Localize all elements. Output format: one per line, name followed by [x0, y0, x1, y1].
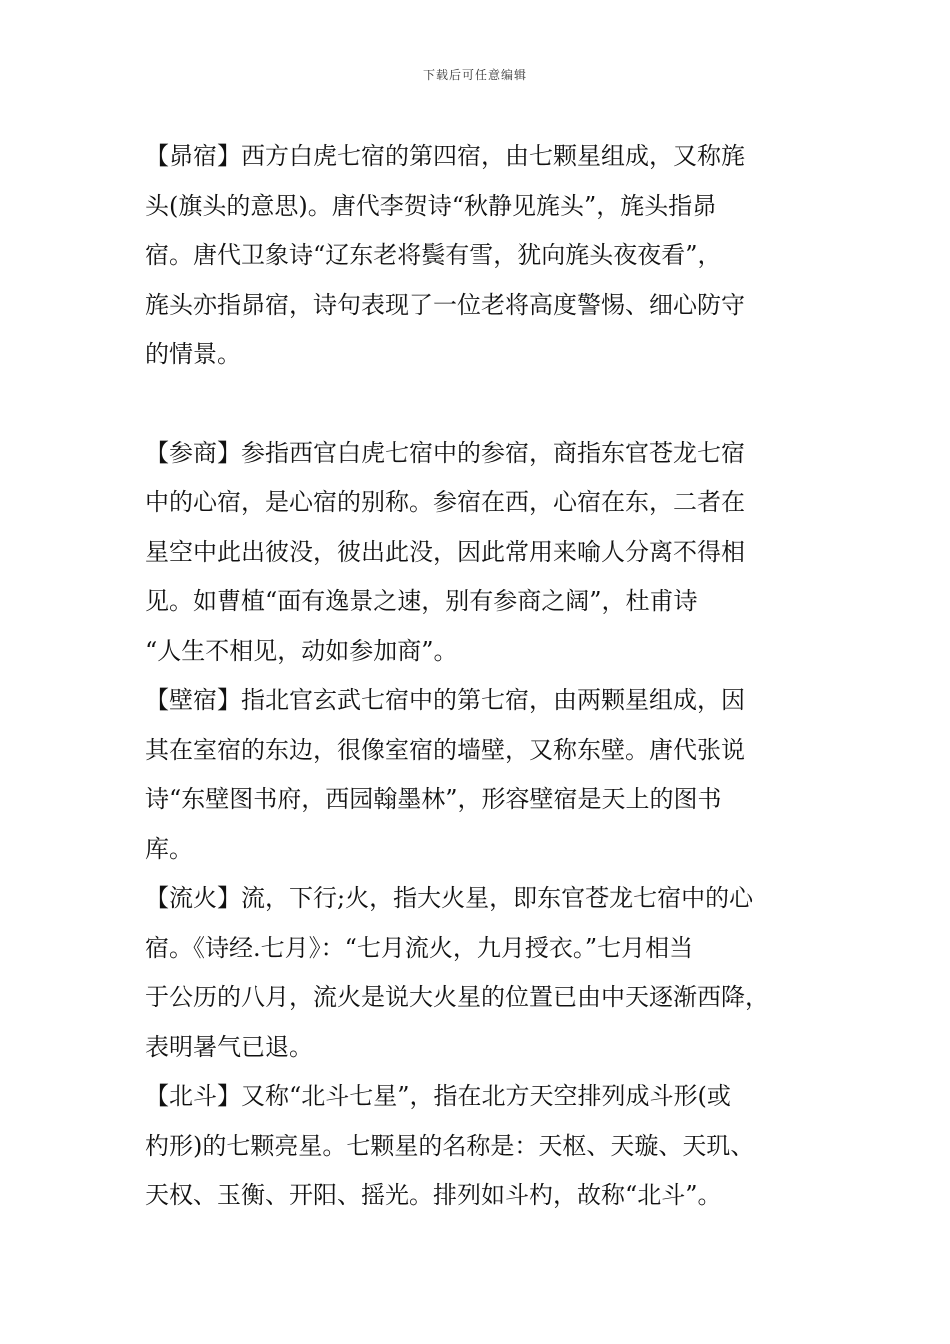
- document-body: [145, 132, 805, 1221]
- text-line: 中的心宿，是心宿的别称。参宿在西，心宿在东，二者在: [145, 488, 745, 516]
- paragraph-shen-shang: [145, 429, 805, 677]
- text-line: 表明暑气已退。: [145, 1032, 313, 1061]
- paragraph-bei-dou: [145, 1072, 805, 1221]
- paragraph-spacer: [145, 380, 805, 429]
- text-line: 其在室宿的东边，很像室宿的墙壁，又称东壁。唐代张说: [145, 735, 745, 764]
- text-line: 头(旗头的意思)。唐代李贺诗“秋静见旄头”，旄头指昴: [145, 191, 717, 220]
- text-line: 宿。唐代卫象诗“辽东老将鬓有雪，犹向旄头夜夜看”，: [145, 241, 722, 269]
- paragraph-mao-su: [145, 132, 805, 380]
- paragraph-bi-su: [145, 676, 805, 874]
- text-line: “人生不相见，动如参加商”。: [145, 636, 458, 665]
- text-line: 旄头亦指昴宿，诗句表现了一位老将高度警惕、细心防守: [145, 290, 745, 319]
- text-line: 【壁宿】指北官玄武七宿中的第七宿，由两颗星组成，因: [145, 686, 745, 714]
- text-line: 于公历的八月，流火是说大火星的位置已由中天逐渐西降，: [145, 983, 769, 1011]
- text-line: 的情景。: [145, 340, 241, 368]
- text-line: 【昴宿】西方白虎七宿的第四宿，由七颗星组成，又称旄: [145, 142, 745, 170]
- text-line: 【参商】参指西官白虎七宿中的参宿，商指东官苍龙七宿: [145, 438, 745, 467]
- text-line: 星空中此出彼没，彼出此没，因此常用来喻人分离不得相: [145, 537, 745, 566]
- text-line: 诗“东壁图书府，西园翰墨林”，形容壁宿是天上的图书: [145, 785, 722, 813]
- paragraph-liu-huo: [145, 874, 805, 1072]
- text-line: 宿。《诗经.七月》：“七月流火，九月授衣。”七月相当: [145, 933, 694, 962]
- text-line: 库。: [145, 834, 193, 863]
- text-line: 天权、玉衡、开阳、摇光。排列如斗杓，故称“北斗”。: [145, 1181, 722, 1209]
- text-line: 【流火】流，下行;火，指大火星，即东官苍龙七宿中的心: [145, 884, 754, 912]
- page-header: 下载后可任意编辑: [422, 68, 527, 82]
- text-line: 【北斗】又称“北斗七星”，指在北方天空排列成斗形(或: [145, 1082, 731, 1110]
- text-line: 杓形)的七颗亮星。七颗星的名称是：天枢、天璇、天玑、: [145, 1131, 755, 1160]
- text-line: 见。如曹植“面有逸景之速，别有参商之阔”，杜甫诗: [145, 587, 698, 615]
